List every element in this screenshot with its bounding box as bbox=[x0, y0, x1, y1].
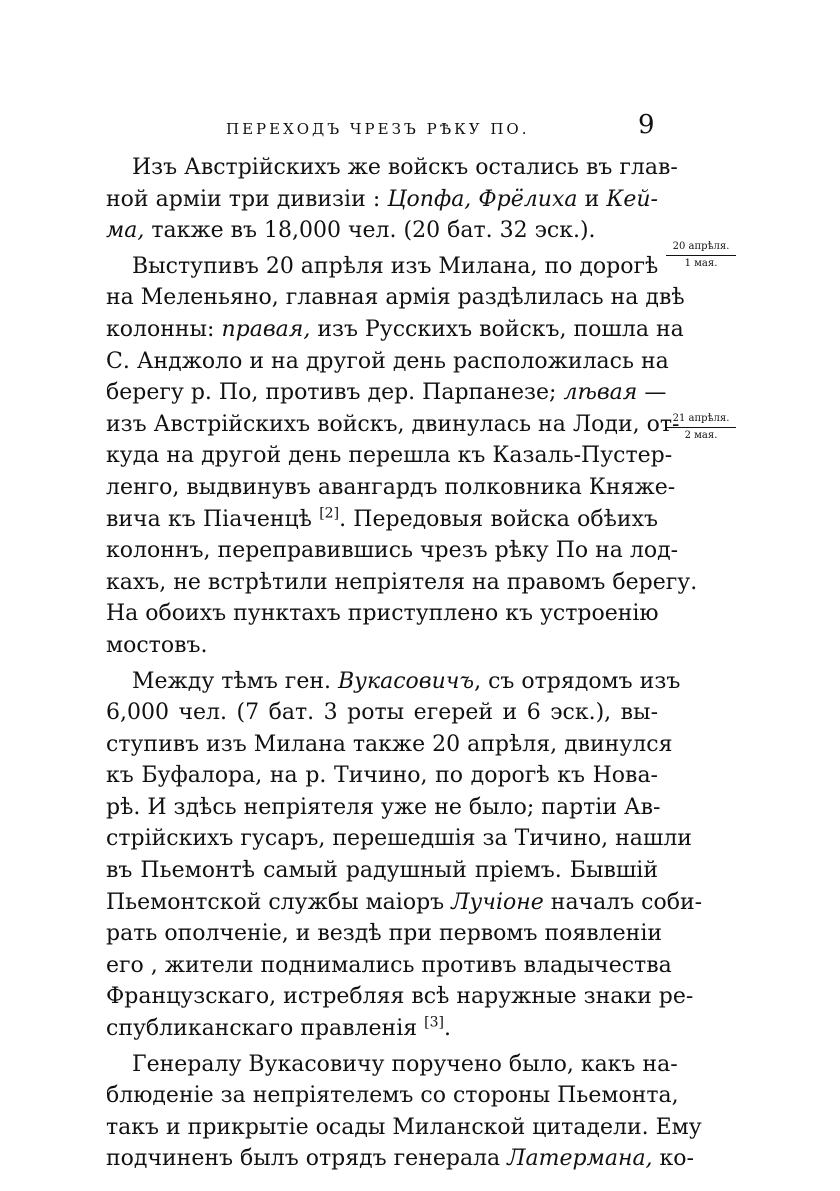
marginal-note-date bbox=[666, 240, 736, 271]
paragraph bbox=[106, 1049, 702, 1175]
text-line: блюденіе за непріятелемъ со стороны Пьемонта, bbox=[106, 1083, 679, 1109]
text-line: къ Буфалора, на р. Тичино, по дорогѣ къ Нова- bbox=[106, 763, 658, 789]
text-line: въ Пьемонтѣ самый радушный пріемъ. Бывшій bbox=[106, 858, 658, 884]
text-line: колоннъ, переправившись чрезъ рѣку По на лод- bbox=[106, 538, 679, 564]
text-line: его , жители поднимались противъ владычества bbox=[106, 952, 672, 978]
italic-name: правая, bbox=[221, 316, 311, 342]
italic-name: ма, bbox=[106, 218, 145, 244]
marginal-note-new-style: 1 мая. bbox=[684, 258, 718, 269]
italic-name: Цопфа, Фрёлиха bbox=[387, 186, 578, 212]
text-line: Между тѣмъ ген. Вукасовичъ, съ отрядомъ изъ bbox=[132, 668, 681, 694]
text-line: На обоихъ пунктахъ приступлено къ устроенію bbox=[106, 601, 659, 627]
text-line: куда на другой день перешла къ Казаль-Пустер- bbox=[106, 443, 673, 469]
text-line: кахъ, не встрѣтили непріятеля на правомъ берегу. bbox=[106, 569, 698, 595]
text-line: Выступивъ 20 апрѣля изъ Милана, по дорогѣ bbox=[132, 253, 659, 279]
marginal-note-old-style: 21 апрѣля. bbox=[666, 412, 736, 428]
text-line: колонны: правая, изъ Русскихъ войскъ, пошла на bbox=[106, 316, 684, 342]
text-line: ступивъ изъ Милана также 20 апрѣля, двинулся bbox=[106, 731, 673, 757]
text-line: берегу р. По, противъ дер. Парпанезе; лѣвая — bbox=[106, 380, 667, 406]
page-number: 9 bbox=[638, 110, 655, 140]
text-line: Пьемонтской службы маіоръ Лучіоне началъ соби- bbox=[106, 889, 703, 915]
paragraph bbox=[106, 251, 698, 662]
text-line: подчиненъ былъ отрядъ генерала Латермана, ко- bbox=[106, 1146, 694, 1172]
italic-name: Кей- bbox=[606, 186, 658, 212]
text-line: ленго, выдвинувъ авангардъ полковника Княже- bbox=[106, 474, 676, 500]
text-line: ной арміи три дивизіи : Цопфа, Фрёлиха и Кей- bbox=[106, 186, 658, 212]
text-line: стрійскихъ гусаръ, перешедшія за Тичино, нашли bbox=[106, 826, 692, 852]
text-line: 6,000 чел. (7 бат. 3 роты егерей и 6 эск.), вы- bbox=[106, 700, 658, 726]
paragraph bbox=[106, 152, 678, 247]
italic-name: Вукасовичъ bbox=[338, 668, 475, 694]
marginal-note-new-style: 2 мая. bbox=[684, 430, 718, 441]
italic-name: Латермана, bbox=[507, 1146, 653, 1172]
paragraph bbox=[106, 666, 703, 1045]
text-line: Французскаго, истребляя всѣ наружные знаки ре- bbox=[106, 984, 694, 1010]
footnote-ref: [2] bbox=[319, 505, 340, 522]
text-line: рать ополченіе, и вездѣ при первомъ появленіи bbox=[106, 921, 663, 947]
italic-name: лѣвая bbox=[563, 380, 638, 406]
text-line: мостовъ. bbox=[106, 632, 208, 658]
text-line: С. Анджоло и на другой день расположилась на bbox=[106, 348, 669, 374]
italic-name: Лучіоне bbox=[451, 889, 544, 915]
marginal-note-old-style: 20 апрѣля. bbox=[666, 240, 736, 256]
text-line: на Меленьяно, главная армія раздѣлилась на двѣ bbox=[106, 285, 685, 311]
text-line: Генералу Вукасовичу поручено было, какъ на- bbox=[132, 1051, 678, 1077]
text-line: вича къ Піаченцѣ [2]. Передовыя войска обѣихъ bbox=[106, 505, 659, 532]
text-line: такъ и прикрытіе осады Миланской цитадели. Ему bbox=[106, 1114, 702, 1140]
running-head: ПЕРЕХОДЪ ЧРЕЗЪ РѢКУ ПО. bbox=[226, 120, 530, 138]
footnote-ref: [3] bbox=[424, 1014, 444, 1031]
text-line: рѣ. И здѣсь непріятеля уже не было; партіи Ав- bbox=[106, 794, 661, 820]
text-line: изъ Австрійскихъ войскъ, двинулась на Лоди, от- bbox=[106, 411, 680, 437]
text-line: ма, также въ 18,000 чел. (20 бат. 32 эск.). bbox=[106, 218, 596, 244]
text-line: спубликанскаго правленія [3]. bbox=[106, 1014, 451, 1042]
text-line: Изъ Австрійскихъ же войскъ остались въ глав- bbox=[132, 155, 678, 180]
